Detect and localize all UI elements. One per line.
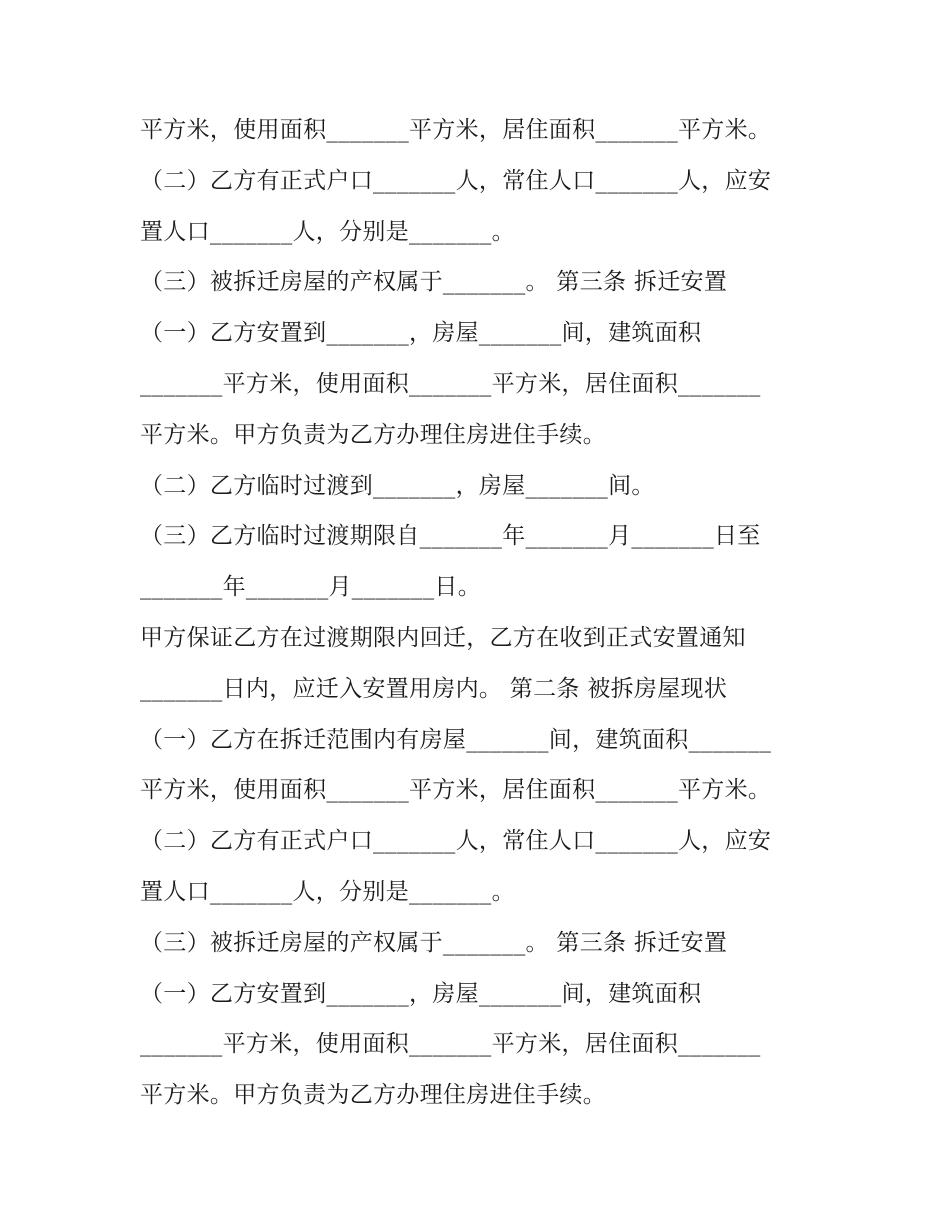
text-line: （二）乙方有正式户口_______人，常住人口_______人，应安 xyxy=(140,167,772,194)
text-line: （一）乙方安置到_______，房屋_______间，建筑面积 xyxy=(140,980,702,1007)
text-line: _______日内，应迁入安置用房内。 第二条 被拆房屋现状 xyxy=(140,675,728,702)
text-line: 平方米，使用面积_______平方米，居住面积_______平方米。 xyxy=(140,117,772,143)
text-line: _______年_______月_______日。 xyxy=(140,574,481,601)
text-line: 置人口_______人，分别是_______。 xyxy=(140,878,515,905)
text-line: （二）乙方有正式户口_______人，常住人口_______人，应安 xyxy=(140,828,772,855)
text-line: 甲方保证乙方在过渡期限内回迁，乙方在收到正式安置通知 xyxy=(140,624,746,651)
text-line: （二）乙方临时过渡到_______，房屋_______间。 xyxy=(140,472,655,499)
text-line: （三）被拆迁房屋的产权属于_______。 第三条 拆迁安置 xyxy=(140,269,728,296)
text-line: 平方米。甲方负责为乙方办理住房进住手续。 xyxy=(140,421,606,448)
text-line: _______平方米，使用面积_______平方米，居住面积_______ xyxy=(140,370,761,397)
text-line: （一）乙方安置到_______，房屋_______间，建筑面积 xyxy=(140,320,702,347)
text-line: （一）乙方在拆迁范围内有房屋_______间，建筑面积_______ xyxy=(140,726,772,753)
text-line: 平方米。甲方负责为乙方办理住房进住手续。 xyxy=(140,1082,606,1109)
text-line: 平方米，使用面积_______平方米，居住面积_______平方米。 xyxy=(140,777,772,804)
text-line: 置人口_______人，分别是_______。 xyxy=(140,218,515,245)
text-line: （三）乙方临时过渡期限自_______年_______月_______日至 xyxy=(140,523,761,550)
document-body xyxy=(140,108,820,1124)
text-line: _______平方米，使用面积_______平方米，居住面积_______ xyxy=(140,1031,761,1058)
text-line: （三）被拆迁房屋的产权属于_______。 第三条 拆迁安置 xyxy=(140,929,728,956)
